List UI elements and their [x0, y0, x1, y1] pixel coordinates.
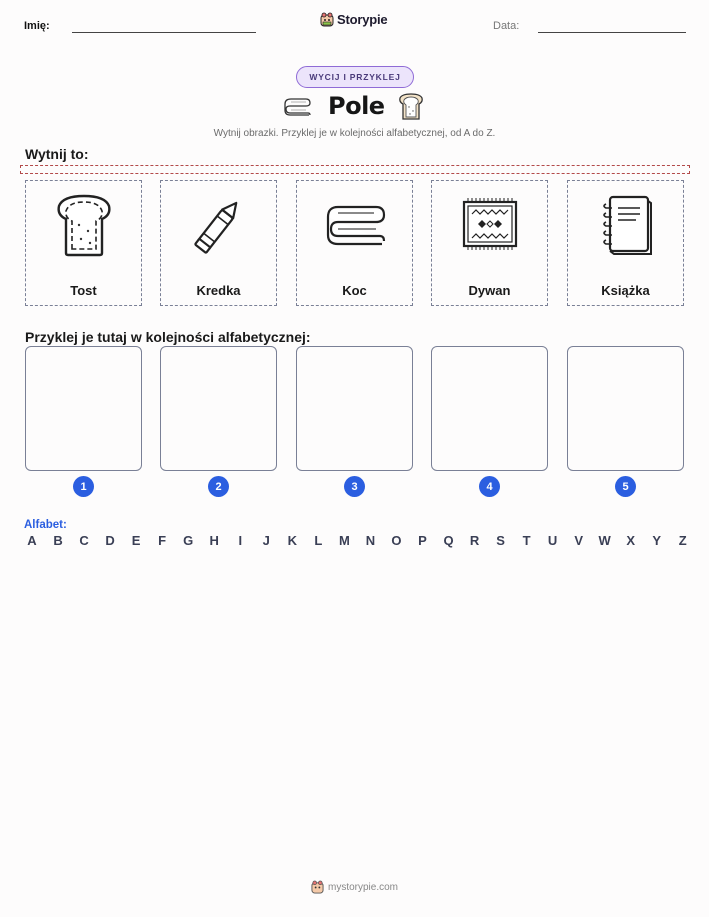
card-label: Koc	[342, 283, 367, 298]
cut-line	[20, 165, 690, 174]
cutout-card[interactable]	[160, 180, 277, 306]
alphabet-letter: P	[418, 533, 427, 548]
paste-slot-2[interactable]	[160, 346, 277, 471]
cutout-card[interactable]	[25, 180, 142, 306]
card-label: Książka	[601, 283, 650, 298]
brand-logo	[320, 12, 387, 27]
footer-url[interactable]: mystorypie.com	[327, 881, 398, 893]
activity-type-badge: WYCIJ I PRZYKLEJ	[296, 66, 414, 88]
alphabet-letter: S	[496, 533, 505, 548]
paste-slot-5[interactable]	[567, 346, 684, 471]
alphabet-letter: Y	[652, 533, 662, 548]
slot-number-badge: 2	[208, 476, 229, 497]
footer	[0, 880, 709, 894]
toast-icon	[398, 93, 424, 121]
alphabet-letter: B	[53, 533, 63, 548]
card-label: Tost	[70, 283, 97, 298]
alphabet-letter: J	[262, 533, 270, 548]
date-label: Data:	[493, 20, 520, 32]
notebook-icon	[598, 192, 654, 258]
card-label: Dywan	[468, 283, 511, 298]
cut-section-heading: Wytnij to:	[25, 146, 89, 162]
alphabet-letter: K	[287, 533, 297, 548]
alphabet-row	[25, 533, 690, 548]
paste-slot-1[interactable]	[25, 346, 142, 471]
slot-number-badge: 3	[344, 476, 365, 497]
alphabet-letter: H	[209, 533, 219, 548]
alphabet-letter: I	[238, 533, 243, 548]
brand-name: Storypie	[337, 12, 388, 27]
card-label: Kredka	[196, 283, 241, 298]
cutout-card[interactable]	[431, 180, 548, 306]
alphabet-letter: F	[158, 533, 167, 548]
alphabet-letter: G	[183, 533, 194, 548]
alphabet-letter: C	[79, 533, 89, 548]
name-label: Imię:	[24, 20, 50, 32]
alphabet-letter: M	[338, 533, 350, 548]
paste-slot-3[interactable]	[296, 346, 413, 471]
alphabet-letter: N	[365, 533, 376, 548]
slot-number-badge: 4	[479, 476, 500, 497]
title-row	[280, 90, 430, 124]
blanket-icon	[322, 201, 388, 249]
instructions-text: Wytnij obrazki. Przyklej je w kolejności alfabetycznej, od A do Z.	[213, 128, 496, 139]
slot-number-badge: 5	[615, 476, 636, 497]
storypie-mascot-icon	[311, 880, 324, 894]
name-field-line[interactable]	[72, 32, 256, 33]
cutout-card[interactable]	[296, 180, 413, 306]
rug-icon	[456, 196, 524, 254]
alphabet-letter: U	[547, 533, 558, 548]
alphabet-letter: E	[131, 533, 141, 548]
page-title: Pole	[328, 92, 385, 120]
paste-section-heading: Przyklej je tutaj w kolejności alfabetycznej:	[25, 329, 311, 345]
alphabet-letter: R	[469, 533, 480, 548]
paste-slot-4[interactable]	[431, 346, 548, 471]
alphabet-letter: Z	[678, 533, 687, 548]
alphabet-letter: A	[27, 533, 37, 548]
alphabet-letter: D	[105, 533, 115, 548]
alphabet-letter: W	[598, 533, 611, 548]
date-field-line[interactable]	[538, 32, 686, 33]
alphabet-letter: T	[522, 533, 531, 548]
crayon-icon	[187, 193, 251, 257]
cutout-card[interactable]	[567, 180, 684, 306]
blanket-icon	[282, 96, 312, 118]
storypie-mascot-icon	[320, 12, 334, 27]
alphabet-letter: L	[314, 533, 323, 548]
alphabet-letter: Q	[443, 533, 454, 548]
alphabet-letter: V	[574, 533, 583, 548]
slot-number-badge: 1	[73, 476, 94, 497]
alphabet-letter: X	[626, 533, 636, 548]
toast-icon	[54, 193, 114, 257]
alphabet-heading: Alfabet:	[24, 519, 67, 531]
alphabet-letter: O	[391, 533, 402, 548]
